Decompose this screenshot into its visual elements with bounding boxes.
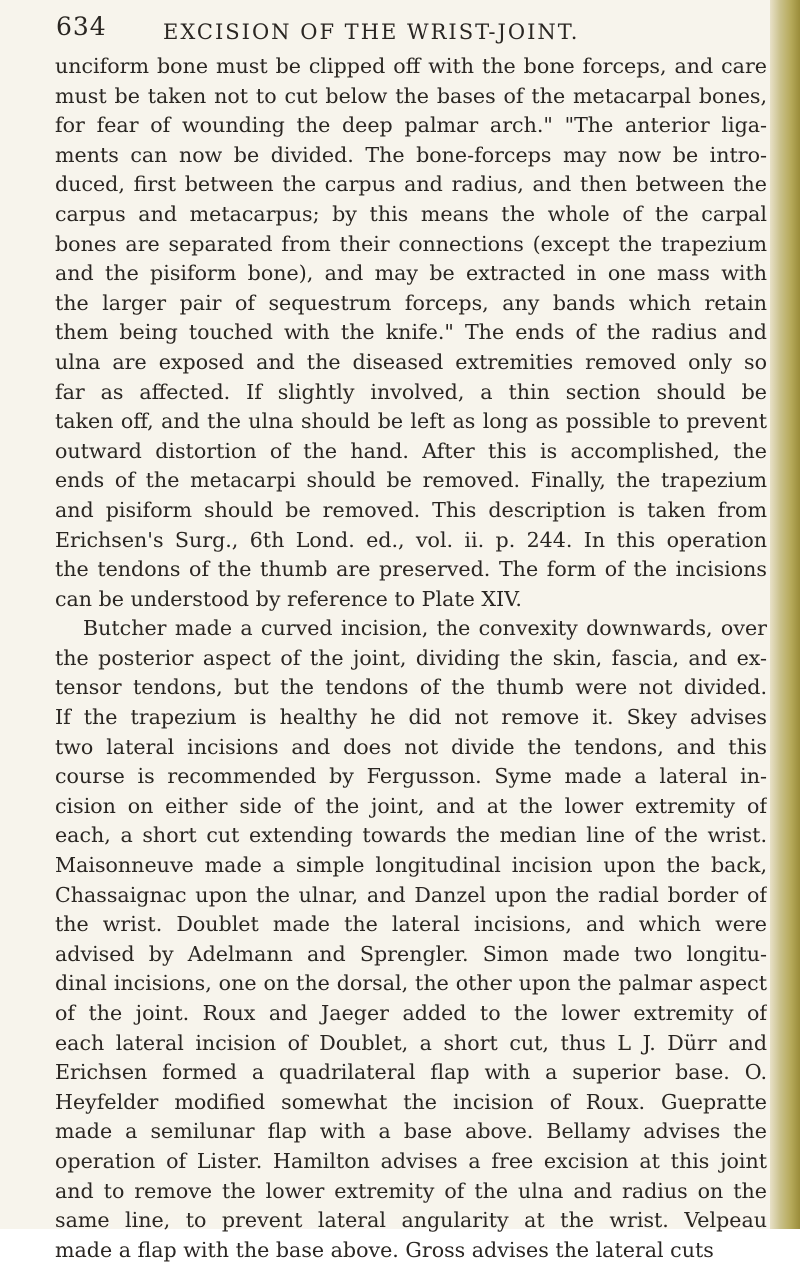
running-title: EXCISION OF THE WRIST-JOINT. <box>163 20 580 44</box>
text-line: dinal incisions, one on the dorsal, the other upon the palmar aspect <box>55 971 767 996</box>
text-line: Maisonneuve made a simple longitudinal incision upon the back, <box>55 853 767 878</box>
text-line: and to remove the lower extremity of the ulna and radius on the <box>55 1178 767 1203</box>
text-line: far as affected. If slightly involved, a thin section should be <box>55 379 767 404</box>
text-line: the posterior aspect of the joint, dividing the skin, fascia, and ex- <box>55 645 767 670</box>
paragraph-start: Butcher made a curved incision, the convexity downwards, over <box>83 616 767 641</box>
text-line: tensor tendons, but the tendons of the thumb were not divided. <box>55 675 767 700</box>
text-line: Chassaignac upon the ulnar, and Danzel upon the radial border of <box>55 882 767 907</box>
text-line: and pisiform should be removed. This description is taken from <box>55 497 767 522</box>
text-line: unciform bone must be clipped off with the bone forceps, and care <box>55 54 767 78</box>
text-line: made a semilunar flap with a base above. Bellamy advises the <box>55 1119 767 1144</box>
page-edge <box>770 0 800 1229</box>
text-line: Erichsen formed a quadrilateral flap with a superior base. O. <box>55 1060 767 1085</box>
text-line: each lateral incision of Doublet, a short cut, thus L J. Dürr and <box>55 1030 767 1055</box>
text-line: ends of the metacarpi should be removed. Finally, the trapezium <box>55 468 767 493</box>
text-line: taken off, and the ulna should be left as long as possible to prevent <box>55 409 767 434</box>
text-line: bones are separated from their connections (except the trapezium <box>55 231 767 256</box>
text-line: operation of Lister. Hamilton advises a free excision at this joint <box>55 1148 767 1173</box>
text-line: the wrist. Doublet made the lateral incisions, and which were <box>55 912 767 937</box>
text-line: the larger pair of sequestrum forceps, any bands which retain <box>55 290 767 315</box>
text-line: made a flap with the base above. Gross advises the lateral cuts <box>55 1237 714 1262</box>
text-line: them being touched with the knife." The ends of the radius and <box>55 320 767 345</box>
text-line: If the trapezium is healthy he did not remove it. Skey advises <box>55 705 767 730</box>
body-text <box>55 52 767 1265</box>
text-line: ulna are exposed and the diseased extremities removed only so <box>55 349 767 374</box>
text-line: two lateral incisions and does not divide the tendons, and this <box>55 734 767 759</box>
text-line: advised by Adelmann and Sprengler. Simon made two longitu- <box>55 941 767 966</box>
page-number: 634 <box>56 12 107 41</box>
text-line: each, a short cut extending towards the median line of the wrist. <box>55 823 767 848</box>
text-line: the tendons of the thumb are preserved. The form of the incisions <box>55 557 767 582</box>
text-line: duced, first between the carpus and radius, and then between the <box>55 172 767 197</box>
text-line: of the joint. Roux and Jaeger added to the lower extremity of <box>55 1001 767 1025</box>
text-line: Heyfelder modified somewhat the incision of Roux. Guepratte <box>55 1089 767 1114</box>
text-line: same line, to prevent lateral angularity at the wrist. Velpeau <box>55 1208 767 1233</box>
text-line: carpus and metacarpus; by this means the whole of the carpal <box>55 201 767 226</box>
text-line: outward distortion of the hand. After this is accomplished, the <box>55 438 767 463</box>
text-line: for fear of wounding the deep palmar arch." "The anterior liga- <box>55 113 767 138</box>
text-line: course is recommended by Fergusson. Syme made a lateral in- <box>55 764 767 789</box>
text-line: cision on either side of the joint, and at the lower extremity of <box>55 793 767 818</box>
page-header <box>56 12 756 56</box>
text-line: ments can now be divided. The bone-forceps may now be intro- <box>55 142 767 167</box>
text-line: must be taken not to cut below the bases of the metacarpal bones, <box>55 83 767 108</box>
text-line: and the pisiform bone), and may be extracted in one mass with <box>55 261 767 286</box>
text-line: can be understood by reference to Plate XIV. <box>55 586 522 611</box>
text-line: Erichsen's Surg., 6th Lond. ed., vol. ii. p. 244. In this operation <box>55 527 767 552</box>
